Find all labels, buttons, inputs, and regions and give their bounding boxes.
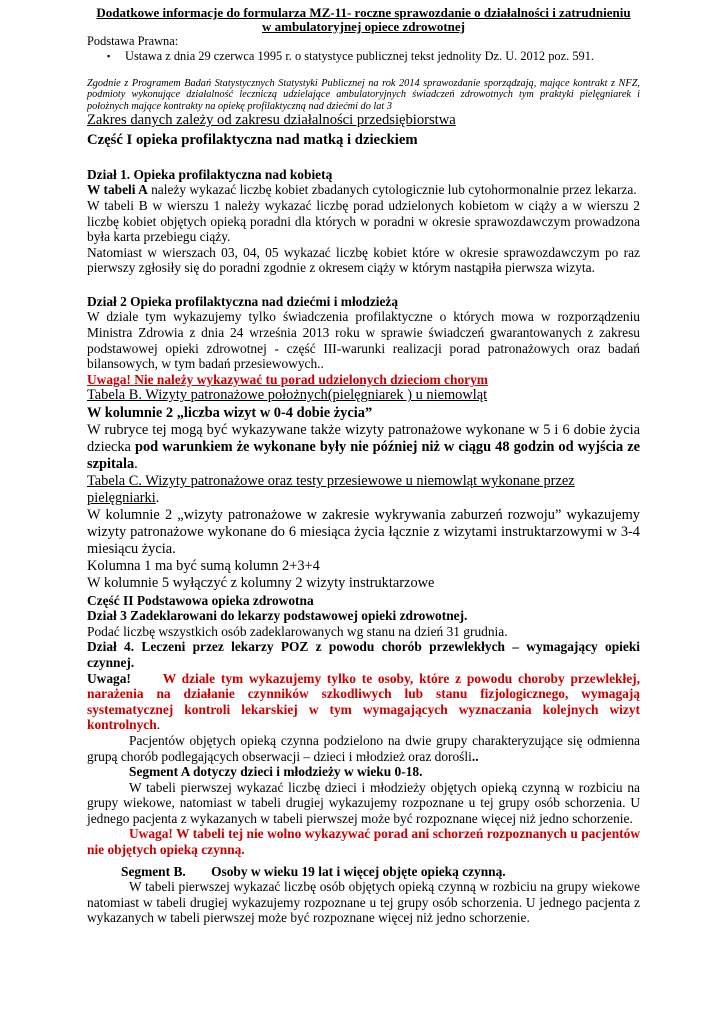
dzial4-patients-text: Pacjentów objętych opieką czynna podzielono na dwie grupy charakteryzujące się odmienna grupą chorób podlegających obserwacji – dzieci i młodzież oraz dorośli xyxy=(87,732,640,764)
dzial1-heading: Dział 1. Opieka profilaktyczna nad kobietą xyxy=(87,166,333,182)
dzial3-heading: Dział 3 Zadeklarowani do lekarzy podstawowej opieki zdrowotnej. xyxy=(87,608,468,624)
dzial4-uwaga-text: W dziale tym wykazujemy tylko te osoby, które z powodu choroby przewlekłej, narażenia na działanie czynników szkodliwych lub stanu fizjologicznego, wymagają systematycznej kontroli lekarskiej w tym wymagających wyznaczania kolejnych wizyt kontrolnych xyxy=(87,670,640,733)
segment-a-text: W tabeli pierwszej wykazać liczbę dzieci i młodzieży objętych opieką czynną w rozbiciu na grupy wiekowe, natomiast w tabeli drugiej wykazujemy rozpoznane u tej grupy osób schorzenia. U jednego pacjenta z wykazanych w tabeli pierwszej może być rozpoznane więcej niż jedno schorzenie. xyxy=(87,779,640,826)
title-line-1: Dodatkowe informacje do formularza MZ-11- roczne sprawozdanie o działalności i zatrudnieniu xyxy=(96,5,631,20)
dzial1-table-b: W tabeli B w wierszu 1 należy wykazać liczbę porad udzielonych kobietom w ciąży a w wierszu 2 liczbę kobiet objętych opieką poradni dla których w poradni w okresie sprawozdawczym prowadzona była karta przebiegu ciąży. xyxy=(87,197,640,245)
segment-b-label: Segment B. xyxy=(121,863,186,879)
col1-text: Kolumna 1 ma być sumą kolumn 2+3+4 xyxy=(87,558,320,575)
dzial4-patients xyxy=(87,733,640,764)
dzial4-heading: Dział 4. Leczeni przez lekarzy POZ z powodu chorób przewlekłych – wymagający opieki czynnej. xyxy=(87,639,640,670)
dzial1-rows: Natomiast w wierszach 03, 04, 05 wykazać liczbę kobiet które w okresie sprawozdawczym po raz pierwszy zgłosiły się do poradni zgodnie z okresem ciąży w którym nastąpiła pierwsza wizyta. xyxy=(87,244,640,276)
dzial2-text: W dziale tym wykazujemy tylko świadczenia profilaktyczne o których mowa w rozporządzeniu Ministra Zdrowia z dnia 24 września 2013 roku w sprawie świadczeń gwarantowanych z zakresu podstawowej opieki zdrowotnej - część III-warunki realizacji porad patronażowych oraz badań bilansowych, w tym badań przesiewowych.. xyxy=(87,309,640,372)
col2-text-bold: pod warunkiem że wykonane były nie później niż w ciągu 48 godzin od wyjścia ze szpitala xyxy=(87,438,640,472)
square-bullet-icon: ▪ xyxy=(107,51,111,61)
dzial4-uwaga-end: . xyxy=(156,717,161,733)
col2-text-a: W rubryce tej mogą być wykazywane także wizyty patronażowe wykonane w 5 i 6 dobie życia dziecka xyxy=(87,421,640,455)
document-page xyxy=(87,0,640,926)
intro-paragraph: Zgodnie z Programem Badań Statystycznych Statystyki Publicznej na rok 2014 sprawozdanie sporządzają, mające kontrakt z NFZ, podmioty wykonujące działalność leczniczą udzielające ambulatoryjnych świadczeń zdrowotnych tym praktyki pielęgniarek i położnych mające kontrakty na opiekę profilaktyczną nad dziećmi do lat 3 xyxy=(87,78,640,112)
part2-heading: Część II Podstawowa opieka zdrowotna xyxy=(87,592,314,608)
legal-basis-text: Ustawa z dnia 29 czerwca 1995 r. o statystyce publicznej tekst jednolity Dz. U. 2012 poz. 591. xyxy=(125,49,594,63)
table-c-heading xyxy=(87,473,640,507)
segment-a-warning: Uwaga! W tabeli tej nie wolno wykazywać porad ani schorzeń rozpoznanych u pacjentów nie objętych opieką czynną. xyxy=(87,826,640,858)
segment-b-heading-row xyxy=(121,864,640,880)
segment-b-heading: Osoby w wieku 19 lat i więcej objęte opieką czynną. xyxy=(211,863,506,879)
scope-line: Zakres danych zależy od zakresu działalności przedsiębiorstwa xyxy=(87,112,456,129)
segment-a-heading: Segment A dotyczy dzieci i młodzieży w wieku 0-18. xyxy=(129,764,423,780)
col2-heading: W kolumnie 2 „liczba wizyt w 0-4 dobie życia” xyxy=(87,404,373,421)
dzial3-text: Podać liczbę wszystkich osób zadeklarowanych wg stanu na dzień 31 grudnia. xyxy=(87,623,508,639)
table-c-heading-text: Tabela C. Wizyty patronażowe oraz testy przesiewowe u niemowląt wykonane przez pielęgniarki xyxy=(87,472,575,506)
dzial2-warning: Uwaga! Nie należy wykazywać tu porad udzielonych dzieciom chorym xyxy=(87,371,488,387)
title-line-2: w ambulatoryjnej opiece zdrowotnej xyxy=(261,19,466,34)
col2-text xyxy=(87,422,640,473)
document-title xyxy=(87,6,640,34)
table-c-heading-end: . xyxy=(155,490,160,506)
dzial1-table-a-text: należy wykazać liczbę kobiet zbadanych cytologicznie lub cytohormonalnie przez lekarza. xyxy=(147,182,637,198)
col2-text-end: . xyxy=(134,455,138,472)
dzial1-table-a xyxy=(87,182,640,198)
dzial2-heading: Dział 2 Opieka profilaktyczna nad dziećmi i młodzieżą xyxy=(87,293,399,309)
legal-basis-list-item xyxy=(107,49,640,63)
table-c-text: W kolumnie 2 „wizyty patronażowe w zakresie wykrywania zaburzeń rozwoju” wykazujemy wizyty patronażowe wykonane do 6 miesiąca życia łącznie z wizytami instruktarzowymi w 3-4 miesiącu życia. xyxy=(87,507,640,558)
part1-heading: Część I opieka profilaktyczna nad matką i dzieckiem xyxy=(87,131,418,148)
table-b-heading: Tabela B. Wizyty patronażowe położnych(pielęgniarek ) u niemowląt xyxy=(87,387,488,404)
dzial4-uwaga-label: Uwaga! xyxy=(87,670,131,686)
dzial1-table-a-label: W tabeli A xyxy=(87,182,148,198)
legal-basis-label: Podstawa Prawna: xyxy=(87,34,179,48)
dzial4-uwaga xyxy=(87,671,640,733)
dzial4-patients-end: .. xyxy=(471,748,479,764)
segment-b-text: W tabeli pierwszej wykazać liczbę osób objętych opieką czynną w rozbiciu na grupy wiekowe natomiast w tabeli drugiej wykazujemy rozpoznane u tej grupy osób schorzenia. U jednego pacjenta z wykazanych w tabeli pierwszej może być rozpoznane więcej niż jedno schorzenie. xyxy=(87,879,640,926)
col5-text: W kolumnie 5 wyłączyć z kolumny 2 wizyty instruktarzowe xyxy=(87,575,435,592)
